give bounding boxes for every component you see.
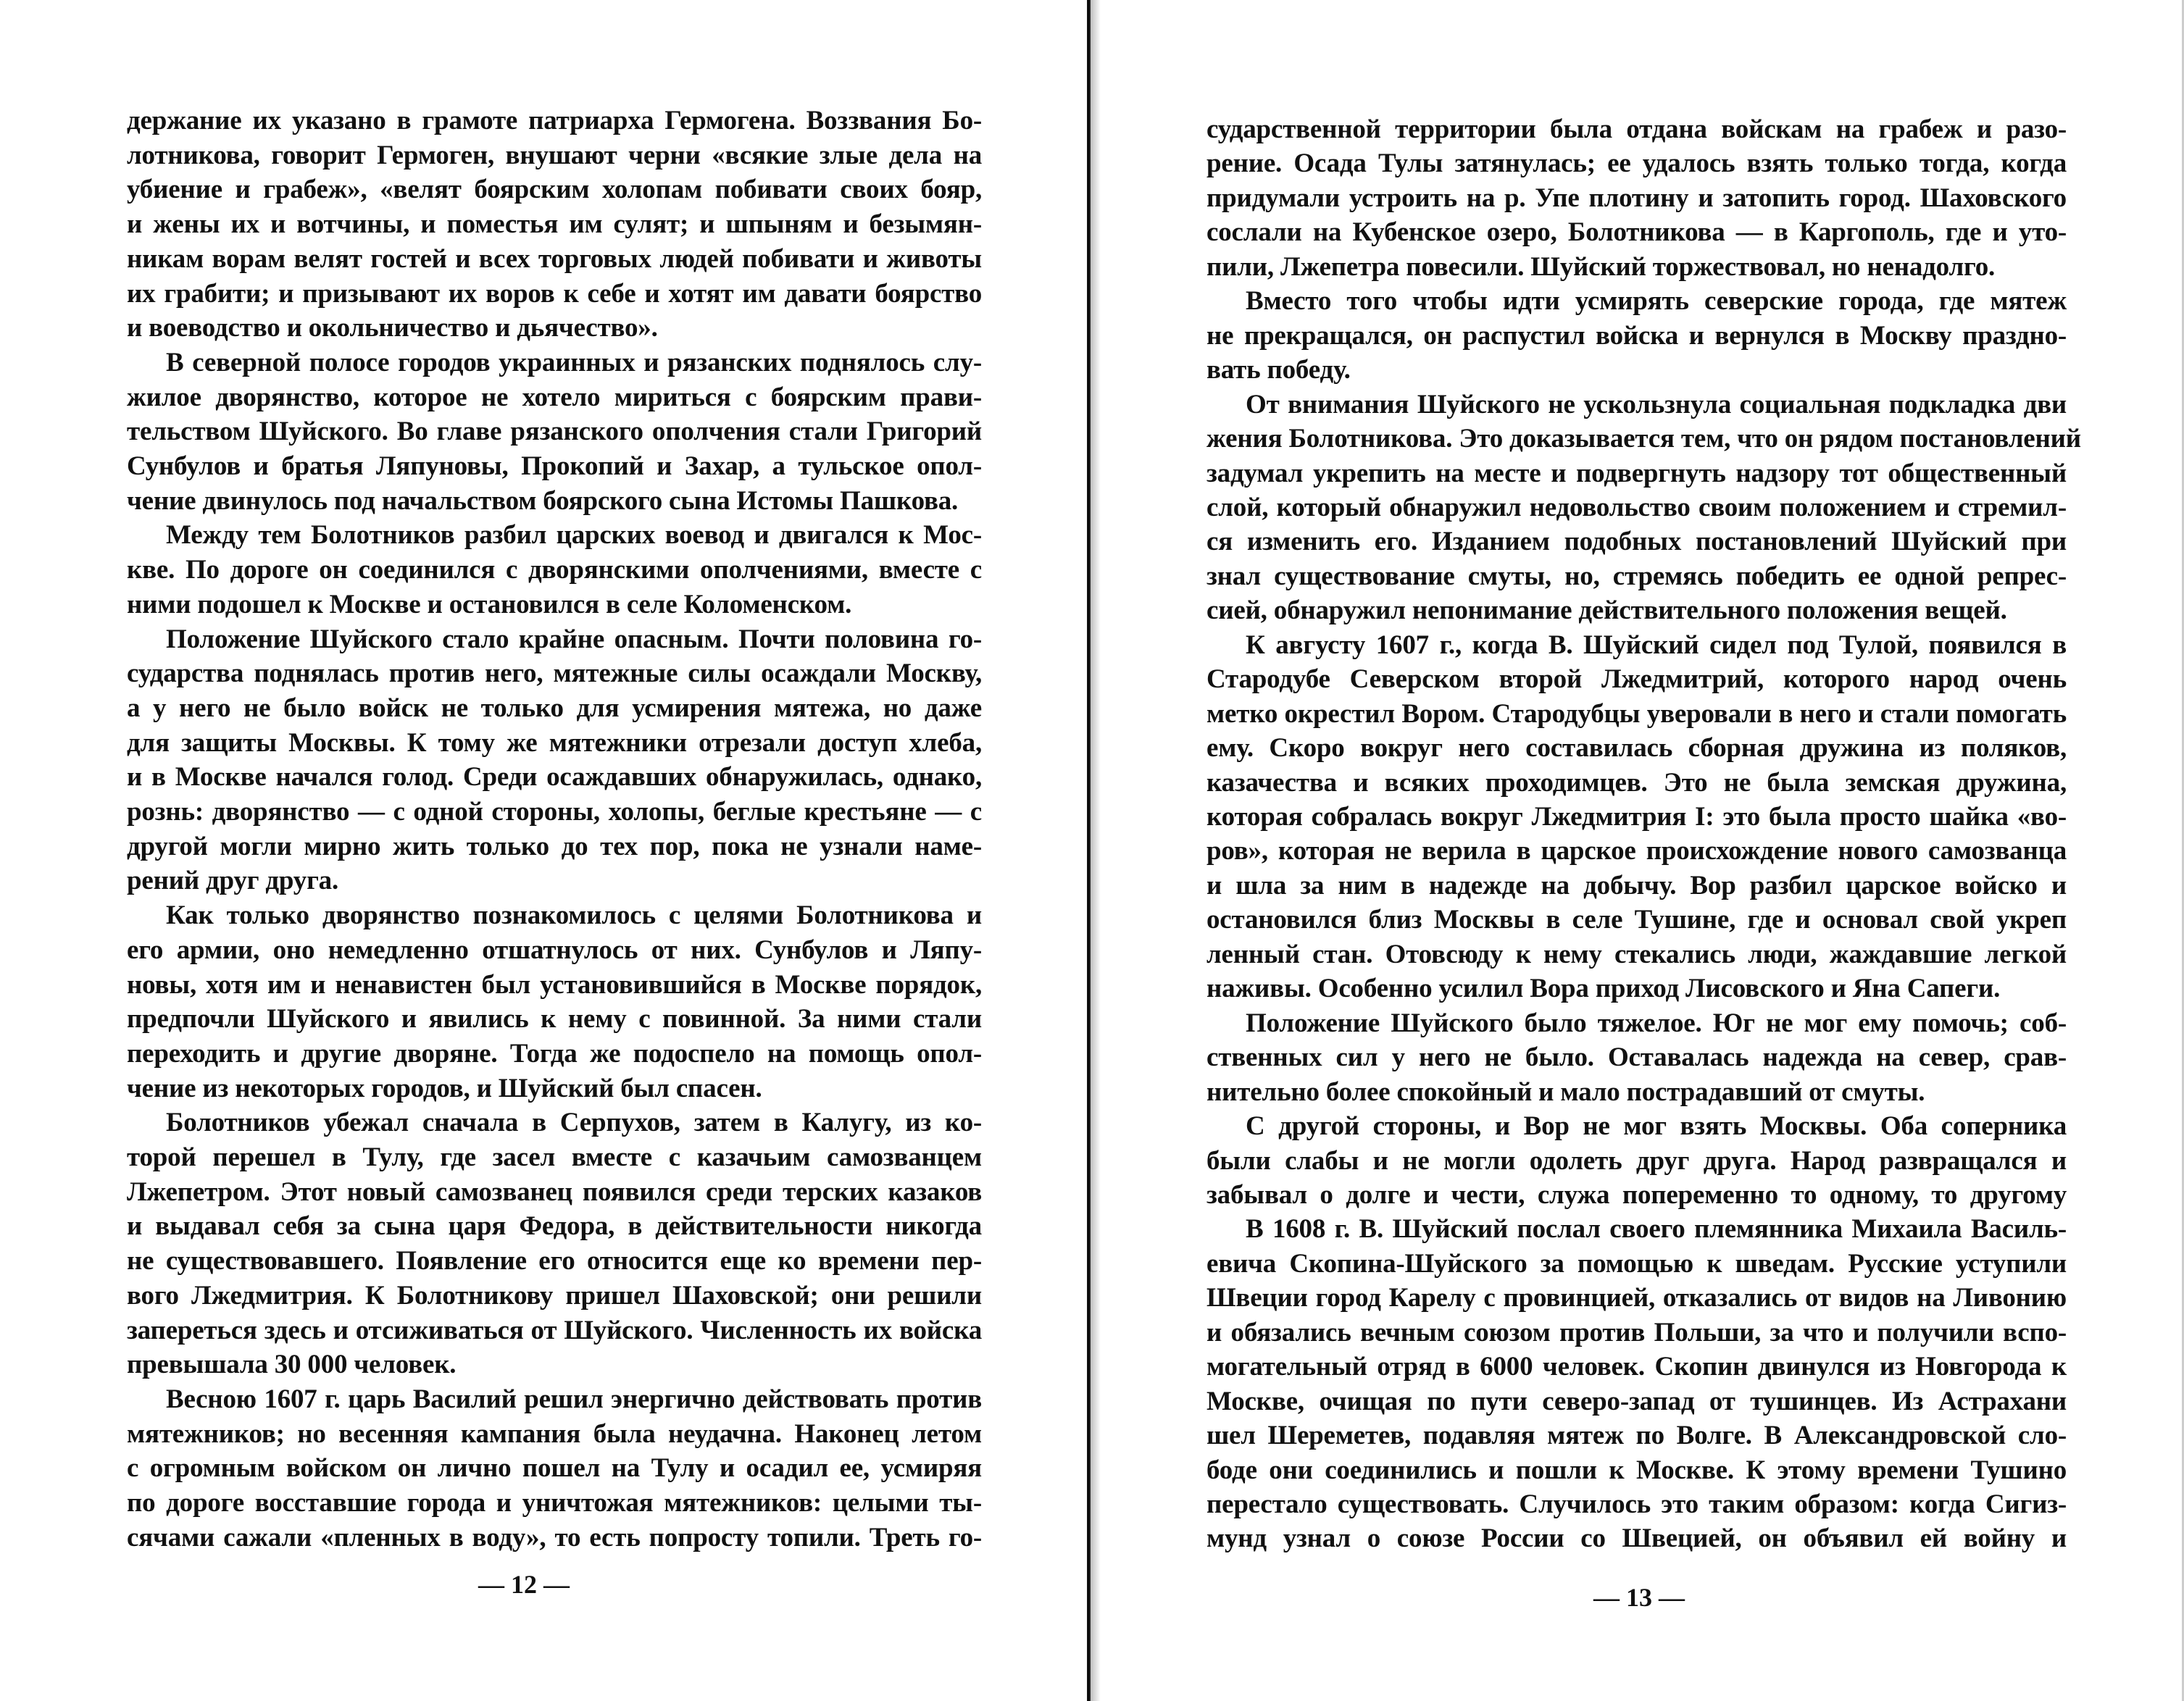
text-line: остановился близ Москвы в селе Тушине, где и основал свой укреп bbox=[1206, 905, 2067, 935]
left-page bbox=[0, 0, 1091, 1701]
text-line: пили, Лжепетра повесили. Шуйский торжествовал, но ненадолго. bbox=[1206, 251, 1996, 282]
text-line: ров», которая не верила в царское происхождение нового самозванца bbox=[1206, 836, 2067, 866]
text-line: лотникова, говорит Гермоген, внушают черни «всякие злые дела на bbox=[127, 140, 982, 170]
text-line: Положение Шуйского стало крайне опасным. Почти половина го- bbox=[166, 624, 982, 654]
text-line: Лжепетром. Этот новый самозванец появился среди терских казаков bbox=[127, 1177, 982, 1207]
text-line: кве. По дороге он соединился с дворянскими ополчениями, вместе с bbox=[127, 555, 982, 585]
text-line: убиение и грабеж», «велят боярским холопам побивати своих бояр, bbox=[127, 175, 982, 205]
text-line: и шла за ним в надежде на добычу. Вор разбил царское войско и bbox=[1206, 870, 2067, 900]
text-line: К августу 1607 г., когда В. Шуйский сидел под Тулой, появился в bbox=[1246, 630, 2067, 660]
text-line: С другой стороны, и Вор не мог взять Москвы. Оба соперника bbox=[1246, 1111, 2067, 1142]
text-line: знал существование смуты, но, стремясь победить ее одной репрес- bbox=[1206, 561, 2067, 591]
text-line: Весною 1607 г. царь Василий решил энергично действовать против bbox=[166, 1384, 982, 1414]
text-line: В 1608 г. В. Шуйский послал своего племянника Михаила Василь- bbox=[1246, 1214, 2067, 1245]
text-line: Сунбулов и братья Ляпуновы, Прокопий и Захар, а тульское опол- bbox=[127, 451, 982, 481]
page-number: — 12 — bbox=[478, 1570, 570, 1599]
text-line: Болотников убежал сначала в Серпухов, затем в Калугу, из ко- bbox=[166, 1108, 982, 1138]
page-number: — 13 — bbox=[1593, 1583, 1685, 1612]
text-line: чение двинулось под начальством боярского сына Истомы Пашкова. bbox=[127, 485, 959, 516]
text-line: его армии, оно немедленно отшатнулось от них. Сунбулов и Ляпу- bbox=[127, 935, 982, 965]
text-line: новы, хотя им и ненавистен был установившийся в Москве порядок, bbox=[127, 969, 982, 1000]
text-line: были слабы и не могли одолеть друг друга. Народ развращался и bbox=[1206, 1145, 2067, 1176]
text-line: чение из некоторых городов, и Шуйский был спасен. bbox=[127, 1073, 762, 1103]
text-line: и воеводство и окольничество и дьячество». bbox=[127, 313, 658, 343]
text-line: ему. Скоро вокруг него составилась сборная дружина из поляков, bbox=[1206, 733, 2067, 764]
text-line: другой могли мирно жить только до тех пор, пока не узнали наме- bbox=[127, 831, 982, 861]
text-line: рознь: дворянство — с одной стороны, холопы, беглые крестьяне — с bbox=[127, 797, 982, 827]
text-line: нительно более спокойный и мало пострадавший от смуты. bbox=[1206, 1077, 1925, 1107]
text-line: мятежников; но весенняя кампания была неудачна. Наконец летом bbox=[127, 1418, 982, 1449]
text-line: превышала 30 000 человек. bbox=[127, 1350, 457, 1380]
text-line: наживы. Особенно усилил Вора приход Лисовского и Яна Сапеги. bbox=[1206, 974, 2001, 1004]
text-line: сударства поднялась против него, мятежные силы осаждали Москву, bbox=[127, 659, 982, 689]
text-line: тельством Шуйского. Во главе рязанского ополчения стали Григорий bbox=[127, 417, 982, 447]
text-line: для защиты Москвы. К тому же мятежники отрезали доступ хлеба, bbox=[127, 727, 982, 758]
text-line: которая собралась вокруг Лжедмитрия I: это была просто шайка «во- bbox=[1206, 802, 2067, 832]
text-line: ними подошел к Москве и остановился в селе Коломенском. bbox=[127, 589, 852, 619]
text-line: с огромным войском он лично пошел на Тулу и осадил ее, усмиряя bbox=[127, 1453, 982, 1484]
text-line: и в Москве начался голод. Среди осаждавших обнаружилась, однако, bbox=[127, 762, 982, 793]
text-line: задумал укрепить на месте и подвергнуть надзору тот общественный bbox=[1206, 458, 2067, 488]
right-page bbox=[1093, 0, 2184, 1701]
text-line: ся изменить его. Изданием подобных постановлений Шуйский при bbox=[1206, 527, 2067, 557]
text-line: и выдавал себя за сына царя Федора, в действительности никогда bbox=[127, 1211, 982, 1242]
text-line: не существовавшего. Появление его относится еще ко времени пер- bbox=[127, 1246, 982, 1276]
text-line: Швеции город Карелу с провинцией, отказались от видов на Ливонию bbox=[1206, 1283, 2067, 1313]
text-line: метко окрестил Вором. Стародубцы уверовали в него и стали помогать bbox=[1206, 698, 2067, 729]
text-line: переходить и другие дворяне. Тогда же подоспело на помощь опол- bbox=[127, 1038, 982, 1069]
text-line: В северной полосе городов украинных и рязанских поднялось слу- bbox=[166, 347, 982, 377]
text-line: евича Скопина-Шуйского за помощью к шведам. Русские уступили bbox=[1206, 1248, 2067, 1279]
text-line: сударственной территории была отдана войскам на грабеж и разо- bbox=[1206, 114, 2067, 144]
text-line: по дороге восставшие города и уничтожая мятежников: целыми ты- bbox=[127, 1488, 982, 1518]
text-line: держание их указано в грамоте патриарха Гермогена. Воззвания Бо- bbox=[127, 106, 982, 135]
text-line: вого Лжедмитрия. К Болотникову пришел Шаховской; они решили bbox=[127, 1280, 982, 1311]
text-line: никам ворам велят гостей и всех торговых людей побивати и животы bbox=[127, 243, 982, 274]
text-line: Между тем Болотников разбил царских воевод и двигался к Мос- bbox=[166, 520, 982, 551]
text-line: и жены их и вотчины, и поместья им сулят; и шпыням и безымян- bbox=[127, 209, 982, 240]
text-line: предпочли Шуйского и явились к нему с повинной. За ними стали bbox=[127, 1004, 982, 1035]
text-line: рений друг друга. bbox=[127, 866, 339, 896]
text-line: сией, обнаружил непонимание действительного положения вещей. bbox=[1206, 595, 2007, 626]
text-line: Стародубе Северском второй Лжедмитрий, которого народ очень bbox=[1206, 664, 2067, 695]
text-line: рение. Осада Тулы затянулась; ее удалось взять только тогда, когда bbox=[1206, 149, 2067, 179]
text-line: Вместо того чтобы идти усмирять северские города, где мятеж bbox=[1246, 286, 2067, 317]
text-line: а у него не было войск не только для усмирения мятежа, но даже bbox=[127, 693, 982, 723]
text-line: жилое дворянство, которое не хотело мириться с боярским прави- bbox=[127, 382, 982, 412]
text-line: не прекращался, он распустил войска и вернулся в Москву праздно- bbox=[1206, 320, 2067, 351]
text-line: ленный стан. Отовсюду к нему стекались люди, жаждавшие легкой bbox=[1206, 939, 2067, 969]
text-line: сослали на Кубенское озеро, Болотникова — в Каргополь, где и уто- bbox=[1206, 217, 2067, 248]
text-line: их грабити; и призывают их воров к себе и хотят им давати боярство bbox=[127, 278, 982, 309]
text-line: ственных сил у него не было. Оставалась надежда на север, срав- bbox=[1206, 1042, 2067, 1073]
text-line: Положение Шуйского было тяжелое. Юг не мог ему помочь; соб- bbox=[1246, 1008, 2067, 1038]
text-line: казачества и всяких проходимцев. Это не была земская дружина, bbox=[1206, 767, 2067, 798]
text-line: торой перешел в Тулу, где засел вместе с казачьим самозванцем bbox=[127, 1142, 982, 1172]
text-line: перестало существовать. Случилось это таким образом: когда Сигиз- bbox=[1206, 1489, 2067, 1519]
text-line: Москве, очищая по пути северо-запад от тушинцев. Из Астрахани bbox=[1206, 1386, 2067, 1416]
text-line: шел Шереметев, подавляя мятеж по Волге. В Александровской сло- bbox=[1206, 1421, 2067, 1451]
text-line: и обязались вечным союзом против Польши, за что и получили вспо- bbox=[1206, 1317, 2067, 1347]
text-line: могательный отряд в 6000 человек. Скопин двинулся из Новгорода к bbox=[1206, 1352, 2067, 1382]
text-line: забывал о долге и чести, служа попеременно то одному, то другому bbox=[1206, 1179, 2067, 1210]
text-line: запереться здесь и отсиживаться от Шуйского. Численность их войска bbox=[127, 1315, 982, 1345]
text-line: сячами сажали «пленных в воду», то есть попросту топили. Треть го- bbox=[127, 1522, 982, 1552]
text-line: боде они соединились и пошли к Москве. К этому времени Тушино bbox=[1206, 1455, 2067, 1485]
text-line: мунд узнал о союзе России со Швецией, он объявил ей войну и bbox=[1206, 1524, 2067, 1554]
text-line: Как только дворянство познакомилось с целями Болотникова и bbox=[166, 900, 982, 931]
text-line: придумали устроить на р. Упе плотину и затопить город. Шаховского bbox=[1206, 183, 2067, 213]
text-line: От внимания Шуйского не ускользнула социальная подкладка дви bbox=[1246, 389, 2067, 419]
text-line: слой, который обнаружил недовольство своим положением и стремил- bbox=[1206, 492, 2067, 522]
text-line: жения Болотникова. Это доказывается тем, что он рядом постановлений bbox=[1206, 424, 2081, 454]
text-line: вать победу. bbox=[1206, 355, 1351, 385]
